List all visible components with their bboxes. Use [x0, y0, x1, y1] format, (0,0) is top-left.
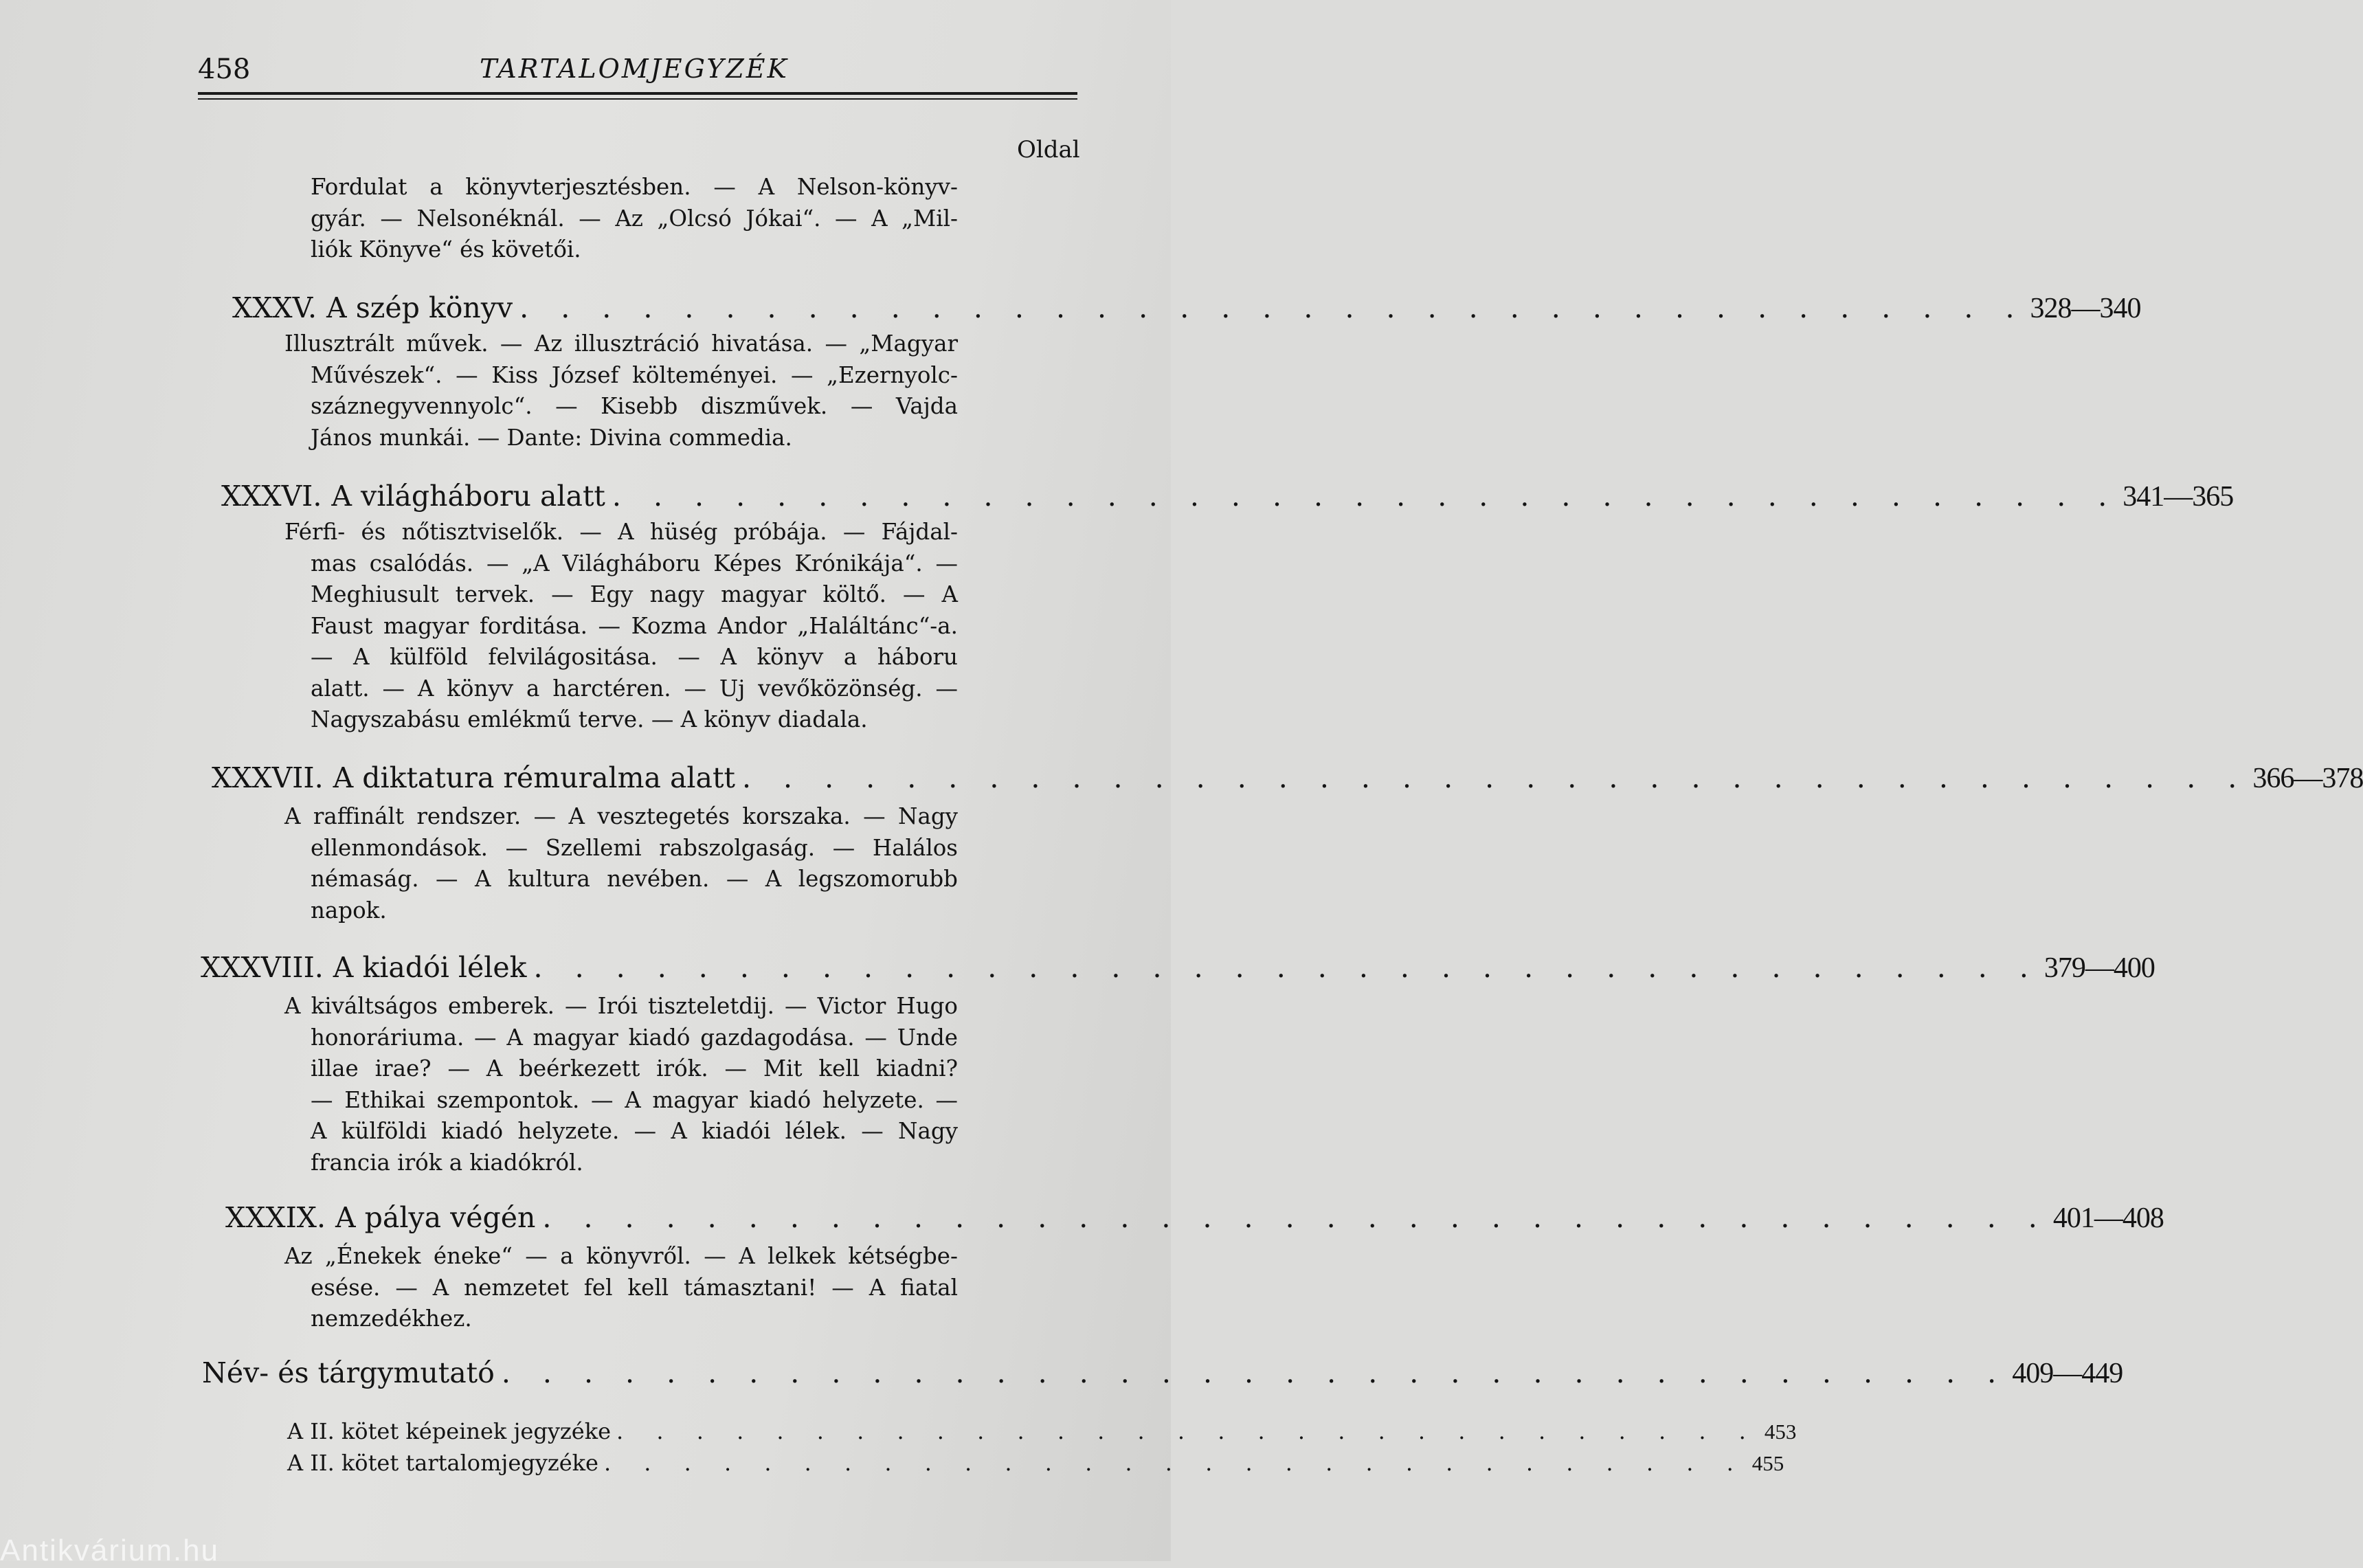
- toc-entry-images-list[interactable]: [287, 1418, 1797, 1448]
- desc-line: Az „Énekek éneke“ — a könyvről. — A lelkek kétségbe-: [284, 1243, 958, 1269]
- chapter-number: XXXVII.: [212, 761, 324, 794]
- page-header: [198, 54, 1077, 88]
- leader-dots: . . . . . . . . . . . . . . . . . . . . . . . . . . . . . . . . . . . . .: [741, 761, 2249, 794]
- page-column-heading: Oldal: [1017, 136, 1080, 164]
- desc-line: — A külföld felvilágositása. — A könyv a háboru: [311, 644, 958, 670]
- desc-line: Meghiusult tervek. — Egy nagy magyar költő. — A: [311, 581, 958, 607]
- header-rule-thin: [198, 98, 1077, 100]
- desc-line: János munkái. — Dante: Divina commedia.: [311, 424, 792, 451]
- desc-line: illae irae? — A beérkezett irók. — Mit kell kiadni?: [311, 1055, 958, 1082]
- desc-line: napok.: [311, 897, 387, 923]
- desc-line: A kiváltságos emberek. — Irói tiszteletdij. — Victor Hugo: [284, 993, 958, 1019]
- desc-line: Férfi- és nőtisztviselők. — A hüség próbája. — Fájdal-: [284, 519, 958, 545]
- chapter-description: [284, 1241, 958, 1335]
- desc-line: liók Könyve“ és követői.: [311, 236, 581, 262]
- leader-dots: . . . . . . . . . . . . . . . . . . . . . . . . . . . . .: [603, 1450, 1747, 1476]
- leader-dots: . . . . . . . . . . . . . . . . . . . . . . . . . . . . .: [616, 1418, 1759, 1444]
- entry-label: A II. kötet tartalomjegyzéke: [287, 1450, 598, 1476]
- chapter-title: Név- és tárgymutató: [202, 1356, 495, 1389]
- leader-dots: . . . . . . . . . . . . . . . . . . . . . . . . . . . . . . . . . . . . .: [533, 951, 2040, 984]
- entry-pages: 455: [1751, 1451, 1784, 1475]
- desc-line: Nagyszabásu emlékmű terve. — A könyv diadala.: [311, 706, 868, 732]
- toc-entry-index[interactable]: [202, 1356, 2123, 1395]
- desc-line: némaság. — A kultura nevében. — A legszomorubb: [311, 866, 958, 892]
- chapter-pages: 409—449: [2012, 1358, 2123, 1389]
- chapter-number: XXXIX.: [225, 1201, 326, 1234]
- chapter-description: [284, 991, 958, 1178]
- desc-line: gyár. — Nelsonéknál. — Az „Olcsó Jókai“. — A „Mil-: [311, 205, 958, 232]
- chapter-number: XXXVIII.: [201, 951, 324, 984]
- page-number: 458: [198, 54, 251, 85]
- desc-line: francia irók a kiadókról.: [311, 1149, 583, 1176]
- leader-dots: . . . . . . . . . . . . . . . . . . . . . . . . . . . . . . . . . . . . .: [612, 480, 2119, 513]
- chapter-pages: 328—340: [2030, 293, 2141, 324]
- chapter-pages: 379—400: [2043, 952, 2155, 984]
- leader-dots: . . . . . . . . . . . . . . . . . . . . . . . . . . . . . . . . . . . . .: [501, 1356, 2008, 1389]
- desc-line: honoráriuma. — A magyar kiadó gazdagodása. — Unde: [311, 1024, 958, 1051]
- intro-description: [311, 172, 958, 266]
- toc-entry-contents[interactable]: [287, 1450, 1784, 1480]
- entry-pages: 453: [1764, 1420, 1797, 1444]
- desc-line: száznegyvennyolc“. — Kisebb diszművek. — Vajda: [311, 393, 958, 419]
- desc-line: esése. — A nemzetet fel kell támasztani! — A fiatal: [311, 1274, 958, 1301]
- chapter-title: A kiadói lélek: [333, 951, 527, 984]
- desc-line: mas csalódás. — „A Világháboru Képes Krónikája“. —: [311, 550, 958, 576]
- chapter-pages: 366—378: [2252, 763, 2363, 794]
- chapter-pages: 401—408: [2052, 1202, 2164, 1234]
- desc-line: Illusztrált művek. — Az illusztráció hivatása. — „Magyar: [284, 331, 958, 357]
- desc-line: nemzedékhez.: [311, 1306, 472, 1332]
- chapter-pages: 341—365: [2123, 481, 2234, 513]
- chapter-description: [284, 801, 958, 926]
- header-rule-thick: [198, 92, 1077, 95]
- desc-line: alatt. — A könyv a harctéren. — Uj vevőközönség. —: [311, 675, 958, 702]
- chapter-number: XXXVI.: [221, 480, 322, 513]
- desc-line: ellenmondások. — Szellemi rabszolgaság. — Halálos: [311, 834, 958, 861]
- chapter-number: XXXV.: [232, 291, 317, 324]
- toc-entry-xxxviii[interactable]: [201, 951, 2155, 989]
- chapter-title: A szép könyv: [326, 291, 513, 324]
- desc-line: A raffinált rendszer. — A vesztegetés korszaka. — Nagy: [284, 803, 958, 829]
- desc-line: Művészek“. — Kiss József költeményei. — „Ezernyolc-: [311, 361, 958, 388]
- chapter-title: A pálya végén: [335, 1201, 536, 1234]
- chapter-description: [284, 517, 958, 736]
- desc-line: Fordulat a könyvterjesztésben. — A Nelson-könyv-: [311, 174, 958, 200]
- entry-label: A II. kötet képeinek jegyzéke: [287, 1418, 612, 1444]
- toc-entry-xxxvi[interactable]: [221, 480, 2234, 518]
- chapter-description: [284, 328, 958, 453]
- watermark: Antikvárium.hu: [0, 1534, 220, 1567]
- chapter-title: A világháboru alatt: [331, 480, 605, 513]
- leader-dots: . . . . . . . . . . . . . . . . . . . . . . . . . . . . . . . . . . . . .: [542, 1201, 2049, 1234]
- toc-entry-xxxix[interactable]: [225, 1201, 2164, 1240]
- running-title: TARTALOMJEGYZÉK: [480, 54, 789, 84]
- leader-dots: . . . . . . . . . . . . . . . . . . . . . . . . . . . . . . . . . . . . .: [519, 291, 2026, 324]
- chapter-title: A diktatura rémuralma alatt: [333, 761, 735, 794]
- desc-line: — Ethikai szempontok. — A magyar kiadó helyzete. —: [311, 1086, 958, 1113]
- toc-entry-xxxvii[interactable]: [212, 761, 2363, 800]
- desc-line: A külföldi kiadó helyzete. — A kiadói lélek. — Nagy: [311, 1118, 958, 1144]
- toc-entry-xxxv[interactable]: [232, 291, 2141, 330]
- desc-line: Faust magyar forditása. — Kozma Andor „Haláltánc“-a.: [311, 612, 958, 639]
